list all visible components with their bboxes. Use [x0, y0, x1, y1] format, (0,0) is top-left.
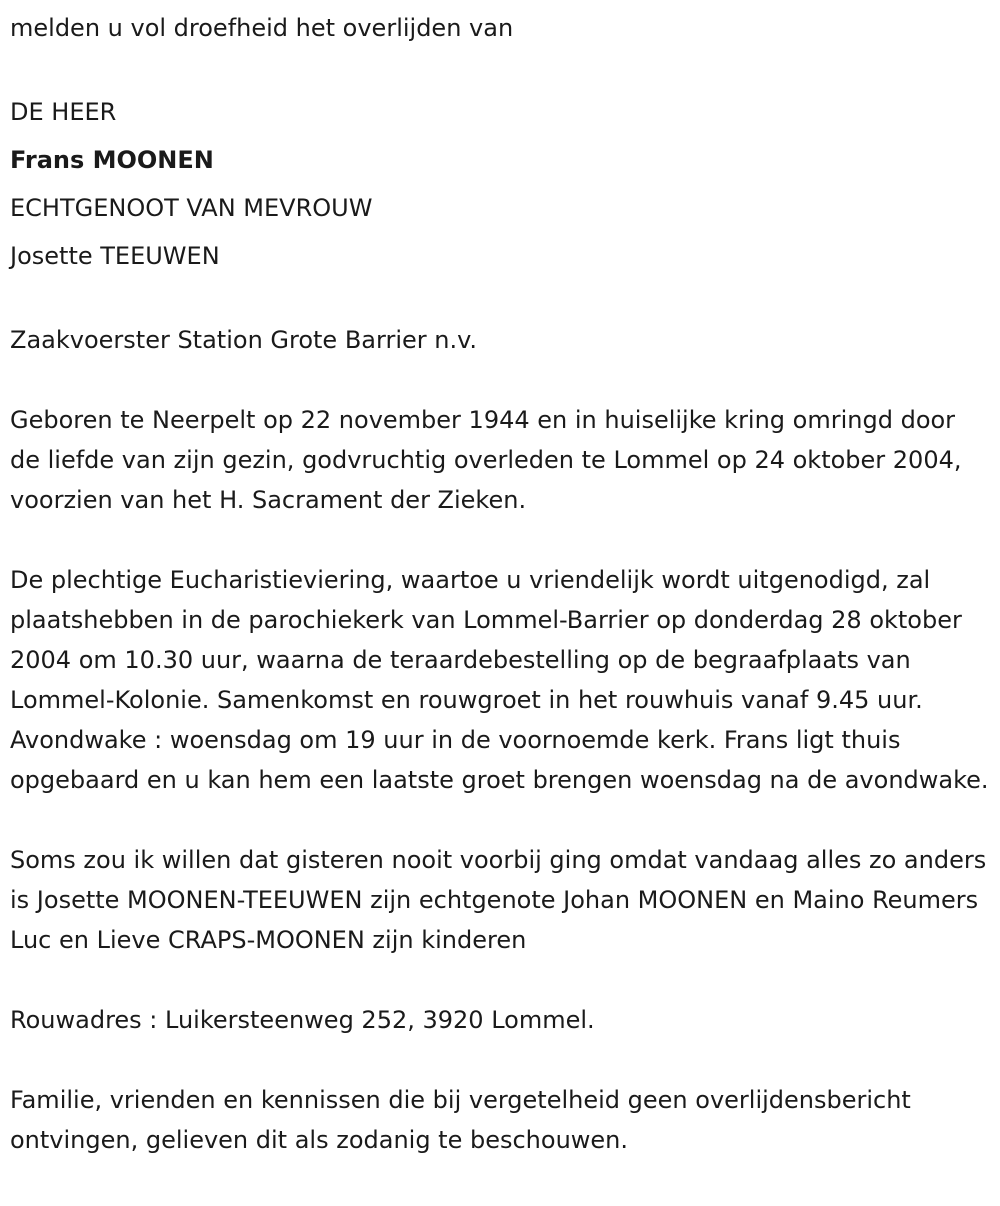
spacer: [10, 960, 990, 1000]
spacer: [10, 1040, 990, 1080]
spacer: [10, 48, 990, 88]
ceremony-paragraph: De plechtige Eucharistieviering, waartoe u vriendelijk wordt uitgenodigd, zal plaatshebben in de parochiekerk van Lommel-Barrier op donderdag 28 oktober 2004 om 10.30 uur, waarna de teraardebestelling op de begraafplaats van Lommel-Kolonie. Samenkomst en rouwgroet in het rouwhuis vanaf 9.45 uur. Avondwake : woensdag om 19 uur in de voornoemde kerk. Frans ligt thuis opgebaard en u kan hem een laatste groet brengen woensdag na de avondwake.: [10, 566, 989, 794]
occupation-text: Zaakvoerster Station Grote Barrier n.v.: [10, 326, 478, 354]
spacer: [10, 280, 990, 320]
title-line: DE HEER: [10, 98, 117, 126]
spouse-name: Josette TEEUWEN: [10, 242, 220, 270]
spacer: [10, 800, 990, 840]
spouse-label: ECHTGENOOT VAN MEVROUW: [10, 194, 373, 222]
spacer: [10, 360, 990, 400]
intro-text: melden u vol droefheid het overlijden van: [10, 14, 514, 42]
closing-paragraph: Familie, vrienden en kennissen die bij vergetelheid geen overlijdensbericht ontvingen, gelieven dit als zodanig te beschouwen.: [10, 1086, 911, 1154]
family-paragraph: Soms zou ik willen dat gisteren nooit voorbij ging omdat vandaag alles zo anders is Josette MOONEN-TEEUWEN zijn echtgenote Johan MOONEN en Maino Reumers Luc en Lieve CRAPS-MOONEN zijn kinderen: [10, 846, 987, 954]
deceased-name: Frans MOONEN: [10, 146, 214, 174]
birth-death-paragraph: Geboren te Neerpelt op 22 november 1944 en in huiselijke kring omringd door de liefde van zijn gezin, godvruchtig overleden te Lommel op 24 oktober 2004, voorzien van het H. Sacrament der Zieken.: [10, 406, 962, 514]
address-text: Rouwadres : Luikersteenweg 252, 3920 Lommel.: [10, 1006, 595, 1034]
spacer: [10, 520, 990, 560]
